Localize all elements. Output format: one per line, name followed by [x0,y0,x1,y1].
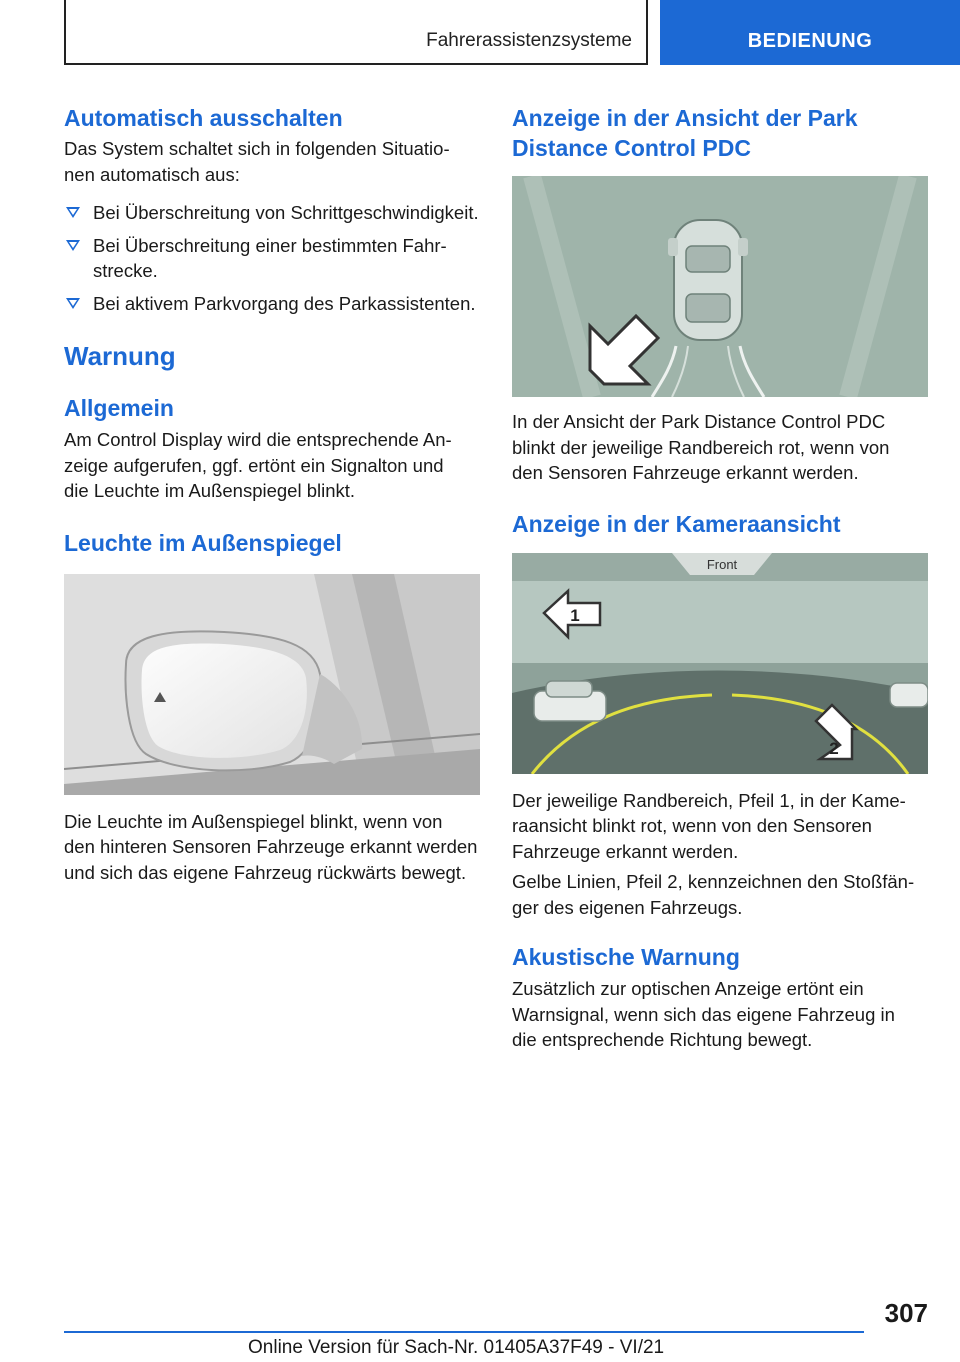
heading-warning: Warnung [64,341,176,371]
heading-acoustic-warning: Akustische Warnung [512,944,740,970]
header-section-title: Fahrerassistenzsysteme [426,30,632,51]
acoustic-text: Zusätzlich zur optischen Anzeige ertönt ein Warnsignal, wenn sich das eigene Fahrzeug in die entsprechende Richtung bewegt. [512,978,895,1050]
header-chapter-title: BEDIENUNG [747,30,873,52]
camera-text-2: Gelbe Linien, Pfeil 2, kennzeichnen den Stoßfänger des eigenen Fahrzeugs. [512,871,915,918]
general-text: Am Control Display wird die entsprechende Anzeige aufgerufen, ggf. ertönt ein Signalton und die Leuchte im Außenspiegel blinkt. [64,429,452,501]
heading-pdc-view: Anzeige in der Ansicht der Park Distance Control PDC [512,105,858,161]
heading-camera-view: Anzeige in der Kameraansicht [512,510,841,537]
triangle-bullet-icon [66,298,80,309]
arrow-2-label: 2 [829,738,839,758]
car-right-icon [890,683,928,707]
footer-divider [64,1331,864,1333]
mirror-illustration [64,574,480,795]
camera-text-1: Der jeweilige Randbereich, Pfeil 1, in der Kameraansicht blinkt rot, wenn von den Sensoren Fahrzeuge erkannt werden. [512,789,906,862]
car-top-view-icon [668,220,748,340]
heading-mirror-light: Leuchte im Außenspiegel [64,529,342,556]
triangle-bullet-icon [66,207,80,218]
list-item: Bei aktivem Parkvorgang des Parkassistenten. [64,291,482,317]
pdc-view-illustration [512,176,928,397]
auto-off-list [64,200,482,316]
mirror-text: Die Leuchte im Außenspiegel blinkt, wenn von den hinteren Sensoren Fahrzeuge erkannt werden und sich das eigene Fahrzeug rückwärts bewegt. [64,810,478,883]
arrow-1-label: 1 [570,605,580,625]
pdc-text: In der Ansicht der Park Distance Control PDC blinkt der jeweilige Randbereich rot, wenn von den Sensoren Fahrzeuge erkannt werden. [512,411,890,483]
front-label: Front [706,556,738,572]
header-section-tab [64,0,648,65]
header-chapter-tab [660,0,960,65]
page-number: 307 [884,1298,928,1328]
heading-auto-off: Automatisch ausschalten [64,105,343,131]
auto-off-intro: Das System schaltet sich in folgenden Situationen automatisch aus: [64,138,450,185]
footer-online-version: Online Version für Sach-Nr. 01405A37F49 - VI/21 [248,1337,665,1358]
camera-view-illustration [512,553,928,774]
list-item: Bei Überschreitung einer bestimmten Fahrstrecke. [64,233,482,284]
left-column [64,100,482,885]
heading-general: Allgemein [64,395,174,421]
list-item: Bei Überschreitung von Schrittgeschwindigkeit. [64,200,482,226]
triangle-bullet-icon [66,240,80,251]
right-column [512,100,930,1053]
